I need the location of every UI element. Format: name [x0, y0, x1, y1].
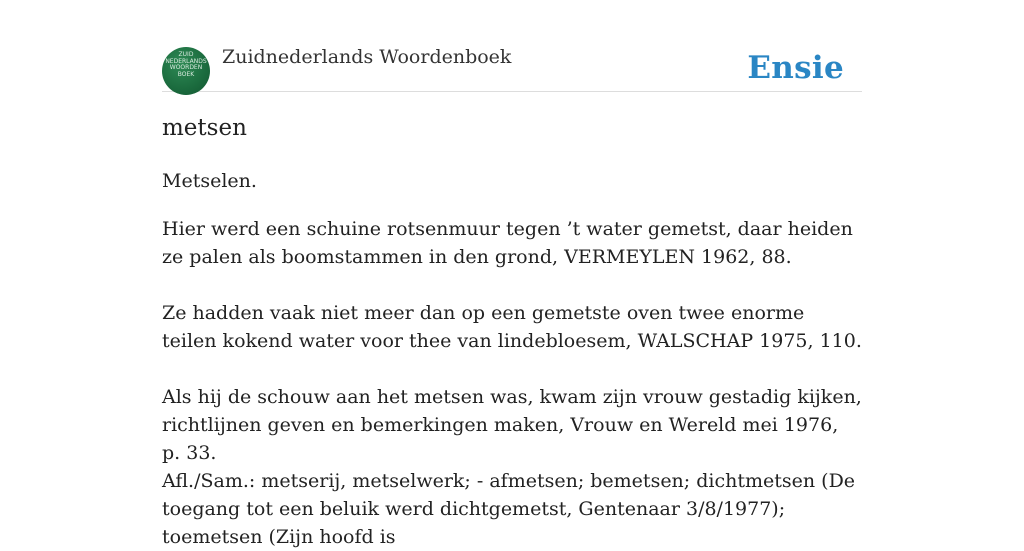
ensie-brand-link[interactable]: Ensie — [747, 50, 844, 86]
logo-text-line: NEDERLANDS — [165, 57, 207, 65]
entry-definition: Metselen. — [162, 170, 257, 192]
entry-word: metsen — [162, 115, 247, 141]
derivations-text: Afl./Sam.: metserij, metselwerk; - afmetsen; bemetsen; dichtmetsen (De toegang tot een beluik werd dichtgemetst, Gentenaar 3/8/1977); toemetsen (Zijn hoofd is — [162, 470, 856, 548]
logo-text-line: ZUID — [178, 51, 194, 58]
example-quote: Hier werd een schuine rotsenmuur tegen ’t water gemetst, daar heiden ze palen als boomstammen in den grond, VERMEYLEN 1962, 88. — [162, 218, 853, 268]
logo-text-line: WOORDEN — [169, 64, 203, 71]
site-header — [162, 44, 862, 92]
site-logo[interactable] — [162, 47, 210, 95]
site-name-link[interactable]: Zuidnederlands Woordenboek — [222, 46, 512, 68]
example-quote: Als hij de schouw aan het metsen was, kwam zijn vrouw gestadig kijken, richtlijnen geven en bemerkingen maken, Vrouw en Wereld mei 1976, p. 33. — [162, 386, 862, 464]
logo-text-line: BOEK — [177, 70, 195, 78]
example-quote: Ze hadden vaak niet meer dan op een gemetste oven twee enorme teilen kokend water voor thee van lindebloesem, WALSCHAP 1975, 110. — [162, 302, 862, 352]
